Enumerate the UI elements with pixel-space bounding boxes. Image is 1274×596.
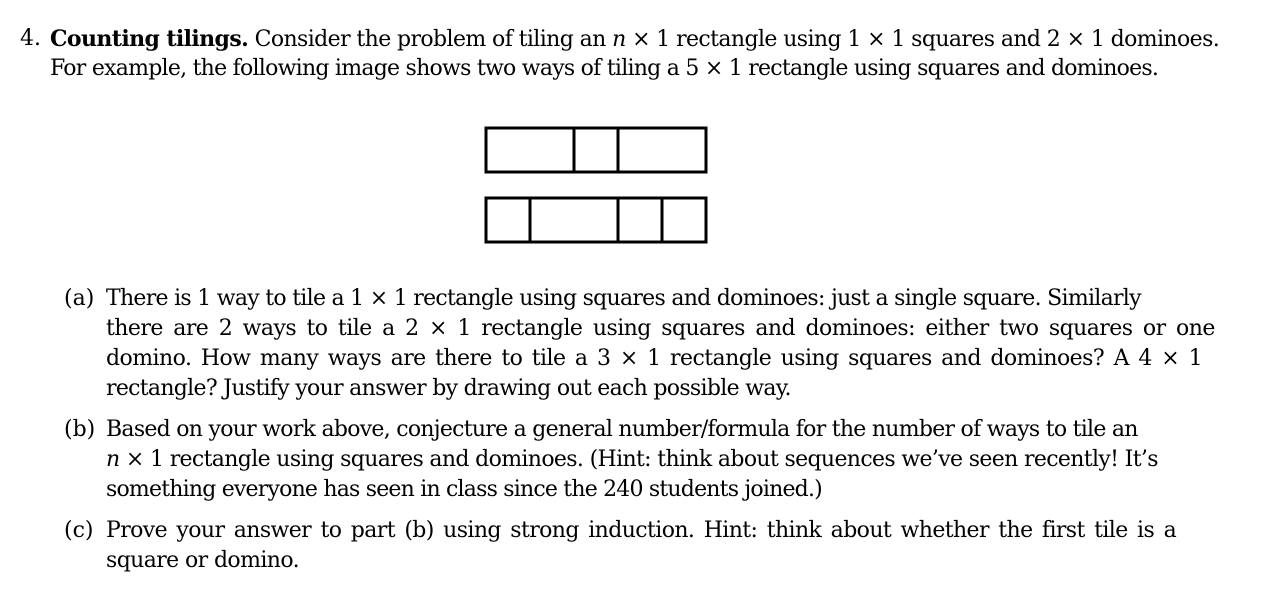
part-a-line-3: domino. How many ways are there to tile a 3 × 1 rectangle using squares and dominoes? A 4 × 1 (106, 346, 1203, 371)
part-a-line-1: There is 1 way to tile a 1 × 1 rectangle using squares and dominoes: just a single square. Similarly (106, 286, 1141, 311)
problem-title: Counting tilings. (50, 26, 249, 52)
part-b-label: (b) (64, 417, 96, 442)
part-b-line-3: something everyone has seen in class since the 240 students joined.) (106, 477, 822, 502)
part-c-line-1: Prove your answer to part (b) using strong induction. Hint: think about whether the first tile is a (106, 518, 1177, 543)
intro-text-b: × 1 rectangle using 1 × 1 squares and 2 × 1 dominoes. (625, 27, 1220, 52)
problem-intro-line-1 (50, 24, 1219, 55)
part-a-line-4: rectangle? Justify your answer by drawing out each possible way. (106, 376, 791, 401)
tiling-2-domino-2 (530, 198, 618, 242)
tiling-figure (484, 126, 710, 244)
intro-text-a: Consider the problem of tiling an (248, 27, 613, 52)
problem-number: 4. (20, 26, 41, 51)
part-a-line-2: there are 2 ways to tile a 2 × 1 rectangle using squares and dominoes: either two squares or one (106, 316, 1215, 341)
part-a-label: (a) (64, 286, 95, 311)
part-b-line-2-text: × 1 rectangle using squares and dominoes. (Hint: think about sequences we’ve seen recently! It’s (119, 447, 1158, 472)
part-b-line-2 (106, 445, 1158, 475)
tiling-2-square-3 (618, 198, 662, 242)
tiling-1-domino-1 (486, 128, 574, 172)
variable-n: n (612, 27, 626, 52)
part-c-line-2: square or domino. (106, 548, 299, 573)
problem-intro-line-2: For example, the following image shows two ways of tiling a 5 × 1 rectangle using squares and dominoes. (50, 56, 1159, 81)
tiling-1-domino-3 (618, 128, 706, 172)
tiling-1-square-2 (574, 128, 618, 172)
part-b-line-1: Based on your work above, conjecture a general number/formula for the number of ways to tile an (106, 417, 1138, 442)
variable-n: n (106, 447, 120, 472)
part-c-label: (c) (64, 518, 94, 543)
tiling-2-square-1 (486, 198, 530, 242)
tiling-2-square-4 (662, 198, 706, 242)
